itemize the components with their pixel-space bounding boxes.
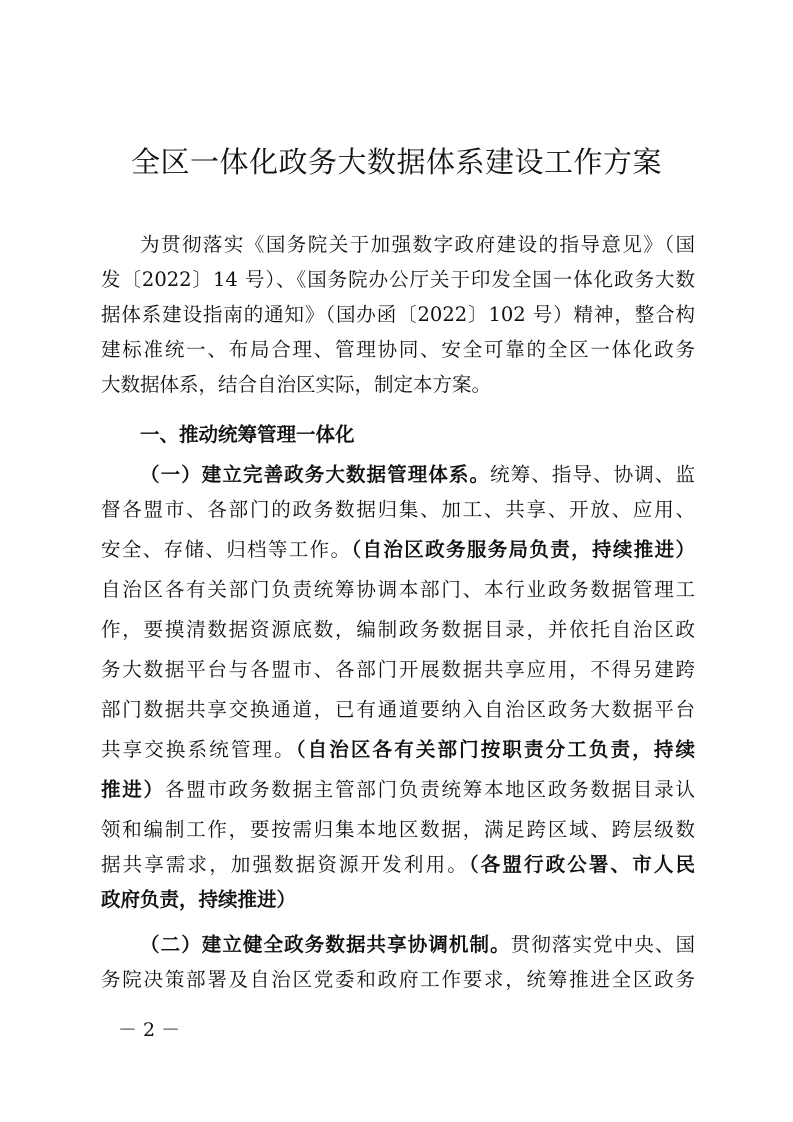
subheading-text: （一）建立完善政务大数据管理体系。 [140,463,491,486]
paragraph-line [140,233,695,257]
body-text: 安全、存储、归档等工作。 [101,538,352,561]
responsibility-note: （各盟行政公署、市人民 [468,853,695,876]
body-text: 贯彻落实党中央、国 [510,933,695,956]
paragraph-line [140,463,695,487]
body-text: 为贯彻落实《国务院关于加强数字政府建设的指导意见》（国 [140,233,695,256]
body-text: 据体系建设指南的通知》（国办函〔2022〕102 号）精神，整合构 [101,303,695,326]
body-text: 务大数据平台与各盟市、各部门开展数据共享应用，不得另建跨 [101,658,695,681]
paragraph-line [101,778,695,802]
paragraph-line [140,933,695,957]
paragraph-line [101,888,695,912]
paragraph-line [101,738,695,762]
responsibility-note: （自治区政务服务局负责，持续推进） [351,538,695,561]
body-text: 部门数据共享交换通道，已有通道要纳入自治区政务大数据平台 [101,698,695,721]
paragraph-line [101,818,695,842]
body-text: 领和编制工作，要按需归集本地区数据，满足跨区域、跨层级数 [101,818,695,841]
paragraph-line [101,618,695,642]
body-text: 共享交换系统管理。 [101,738,296,761]
body-text: 建标准统一、布局合理、管理协同、安全可靠的全区一体化政务 [101,338,695,361]
paragraph-line [101,658,695,682]
responsibility-note: （自治区各有关部门按职责分工负责，持续 [295,738,695,761]
subheading-text: （二）建立健全政务数据共享协调机制。 [140,933,511,956]
paragraph-line [101,538,695,562]
paragraph-line [101,698,695,722]
body-text: 据共享需求，加强数据资源开发利用。 [101,853,469,876]
paragraph-line [101,373,695,397]
paragraph-line [101,853,695,877]
body-text: 各盟市政务数据主管部门负责统筹本地区政务数据目录认 [164,778,695,801]
paragraph-line [101,968,695,992]
page-number: － 2 － [118,1019,181,1041]
body-text: 作，要摸清数据资源底数，编制政务数据目录，并依托自治区政 [101,618,695,641]
heading-text: 一、推动统筹管理一体化 [140,423,355,446]
paragraph-line [101,498,695,522]
responsibility-note: 推进） [101,778,165,801]
body-text: 务院决策部署及自治区党委和政府工作要求，统筹推进全区政务 [101,968,695,991]
paragraph-line [101,578,695,602]
body-text: 督各盟市、各部门的政务数据归集、加工、共享、开放、应用、 [101,498,695,521]
body-text: 发〔2022〕14 号）、《国务院办公厅关于印发全国一体化政务大数 [101,268,695,291]
body-text: 大数据体系，结合自治区实际，制定本方案。 [101,373,492,396]
responsibility-note: 政府负责，持续推进） [101,888,297,911]
paragraph-line [101,303,695,327]
body-text: 统筹、指导、协调、监 [490,463,695,486]
document-title: 全区一体化政务大数据体系建设工作方案 [130,145,662,179]
paragraph-line [101,338,695,362]
section-heading [140,423,695,447]
paragraph-line [101,268,695,292]
body-text: 自治区各有关部门负责统筹协调本部门、本行业政务数据管理工 [101,578,695,601]
